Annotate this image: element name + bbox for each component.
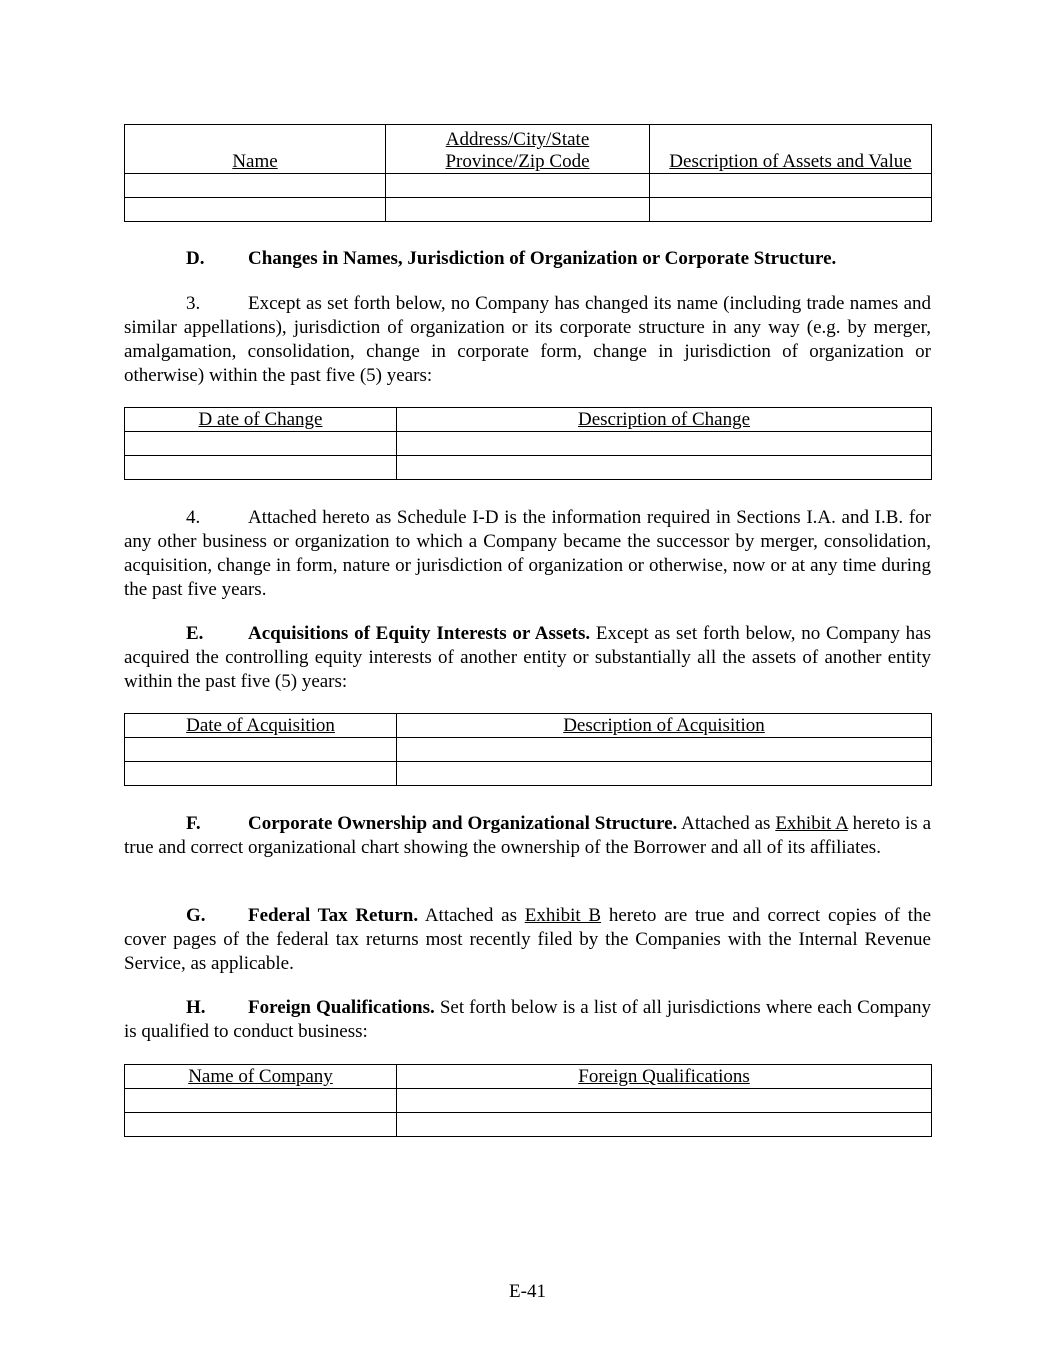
section-e-label: E. xyxy=(186,623,204,644)
section-f-paragraph xyxy=(124,812,931,860)
table-row xyxy=(125,738,932,762)
table-row xyxy=(125,762,932,786)
paragraph-3-number: 3. xyxy=(186,293,201,314)
section-h-label: H. xyxy=(186,997,206,1018)
table-row xyxy=(125,432,932,456)
section-e-title: Acquisitions of Equity Interests or Assets. xyxy=(248,623,591,644)
section-g-label: G. xyxy=(186,905,206,926)
paragraph-4-number: 4. xyxy=(186,507,201,528)
section-d-title: Changes in Names, Jurisdiction of Organization or Corporate Structure. xyxy=(248,248,837,269)
table-header-row xyxy=(125,1065,932,1089)
section-h-text: Set forth below is a list of all jurisdictions where each Company is qualified to conduct business: xyxy=(124,997,932,1042)
table-row xyxy=(125,1089,932,1113)
foreign-qualifications-table xyxy=(124,1064,932,1137)
section-d-label: D. xyxy=(186,248,205,269)
header-date-of-acquisition: Date of Acquisition xyxy=(125,714,397,738)
paragraph-3-text: Except as set forth below, no Company has changed its name (including trade names and similar appellations), jurisdiction of organization or its corporate structure in any way (e.g. by merger, amalgamation, consolidation, change in corporate form, change in jurisdiction of organization or otherwise) within the past five (5) years: xyxy=(124,293,931,386)
section-g-text-before: Attached as xyxy=(424,905,517,926)
header-description-of-change: Description of Change xyxy=(397,408,932,432)
section-h-title: Foreign Qualifications. xyxy=(248,997,435,1018)
section-g-text-after: hereto are true and correct copies of the cover pages of the federal tax returns most recently filed by the Companies with the Internal Revenue Service, as applicable. xyxy=(124,905,932,974)
header-name: Name xyxy=(125,125,386,174)
section-g-paragraph xyxy=(124,904,931,976)
header-foreign-qualifications: Foreign Qualifications xyxy=(397,1065,932,1089)
section-f-text-after: hereto is a true and correct organizational chart showing the ownership of the Borrower and all of its affiliates. xyxy=(124,813,932,858)
section-f-label: F. xyxy=(186,813,201,834)
table-row xyxy=(125,174,932,198)
change-table xyxy=(124,407,932,480)
table-header-row xyxy=(125,714,932,738)
paragraph-4-text: Attached hereto as Schedule I-D is the information required in Sections I.A. and I.B. for any other business or organization to which a Company became the successor by merger, consolidation, acquisition, change in form, nature or jurisdiction of organization or otherwise, now or at any time during the past five years. xyxy=(124,507,931,600)
table-row xyxy=(125,1113,932,1137)
header-name-of-company: Name of Company xyxy=(125,1065,397,1089)
section-e-paragraph xyxy=(124,622,931,694)
section-e-text: Except as set forth below, no Company has acquired the controlling equity interests of another entity or substantially all the assets of another entity within the past five (5) years: xyxy=(124,623,932,692)
section-g-title: Federal Tax Return. xyxy=(248,905,419,926)
paragraph-4 xyxy=(124,506,931,602)
table-row xyxy=(125,456,932,480)
header-date-of-change: D ate of Change xyxy=(125,408,397,432)
exhibit-a-link: Exhibit A xyxy=(775,813,848,834)
header-description: Description of Assets and Value xyxy=(650,125,932,174)
section-h-paragraph xyxy=(124,996,931,1044)
assets-table xyxy=(124,124,932,222)
header-address: Address/City/State Province/Zip Code xyxy=(386,125,650,174)
table-header-row xyxy=(125,408,932,432)
section-d-heading xyxy=(186,247,836,271)
exhibit-b-link: Exhibit B xyxy=(524,905,602,926)
paragraph-3 xyxy=(124,292,931,388)
header-description-of-acquisition: Description of Acquisition xyxy=(397,714,932,738)
acquisition-table xyxy=(124,713,932,786)
page-number: E-41 xyxy=(509,1281,546,1302)
section-f-text-before: Attached as xyxy=(681,813,771,834)
table-row xyxy=(125,198,932,222)
table-header-row xyxy=(125,125,932,174)
section-f-title: Corporate Ownership and Organizational Structure. xyxy=(248,813,678,834)
